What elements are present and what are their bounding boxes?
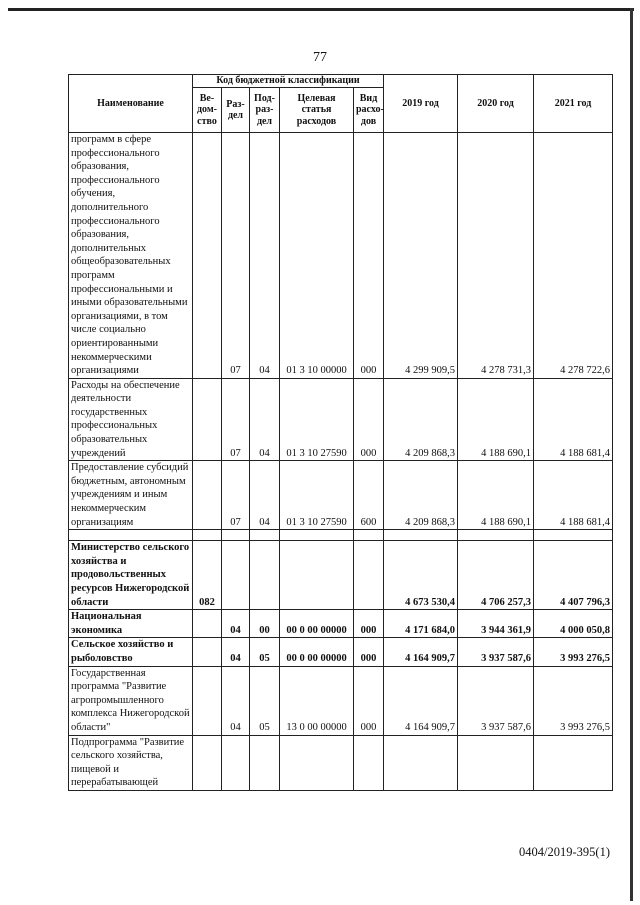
row-celevaya (280, 541, 354, 610)
row-2020: 3 937 587,6 (458, 638, 534, 666)
row-podrazdel: 04 (250, 461, 280, 530)
row-podrazdel: 05 (250, 666, 280, 735)
row-celevaya: 01 3 10 27590 (280, 461, 354, 530)
row-razdel: 07 (222, 378, 250, 461)
row-razdel (222, 735, 250, 790)
row-2020: 4 188 690,1 (458, 378, 534, 461)
table-row (69, 666, 613, 735)
row-2019 (384, 735, 458, 790)
row-razdel (222, 541, 250, 610)
header-celevaya: Целевая статья расходов (280, 88, 354, 133)
row-razdel: 07 (222, 133, 250, 379)
row-podrazdel (250, 541, 280, 610)
row-celevaya: 01 3 10 00000 (280, 133, 354, 379)
row-2021: 4 188 681,4 (534, 378, 613, 461)
row-name: Национальная экономика (69, 610, 193, 638)
row-2021: 3 993 276,5 (534, 666, 613, 735)
row-celevaya: 13 0 00 00000 (280, 666, 354, 735)
row-ved (193, 735, 222, 790)
row-razdel: 07 (222, 461, 250, 530)
row-ved (193, 378, 222, 461)
header-2021: 2021 год (534, 75, 613, 133)
row-2020: 3 944 361,9 (458, 610, 534, 638)
row-podrazdel: 04 (250, 133, 280, 379)
header-vedomstvo: Ве- дом- ство (193, 88, 222, 133)
row-2020: 4 188 690,1 (458, 461, 534, 530)
budget-table (68, 74, 613, 791)
row-ved (193, 461, 222, 530)
header-2019: 2019 год (384, 75, 458, 133)
row-2020: 3 937 587,6 (458, 666, 534, 735)
row-podrazdel (250, 735, 280, 790)
table-row (69, 133, 613, 379)
row-razdel: 04 (222, 610, 250, 638)
row-celevaya: 00 0 00 00000 (280, 638, 354, 666)
row-2019: 4 299 909,5 (384, 133, 458, 379)
row-2019: 4 673 530,4 (384, 541, 458, 610)
row-2020 (458, 735, 534, 790)
row-celevaya: 00 0 00 00000 (280, 610, 354, 638)
row-ved (193, 133, 222, 379)
row-vid: 000 (354, 133, 384, 379)
row-2019: 4 164 909,7 (384, 666, 458, 735)
row-vid: 000 (354, 638, 384, 666)
row-vid: 000 (354, 378, 384, 461)
row-ved: 082 (193, 541, 222, 610)
row-2021: 4 278 722,6 (534, 133, 613, 379)
row-2021: 3 993 276,5 (534, 638, 613, 666)
header-podrazdel: Под- раз- дел (250, 88, 280, 133)
header-razdel: Раз- дел (222, 88, 250, 133)
row-podrazdel: 04 (250, 378, 280, 461)
row-2020: 4 706 257,3 (458, 541, 534, 610)
page-number: 77 (313, 50, 327, 65)
row-celevaya (280, 735, 354, 790)
row-name: Предоставление субсидий бюджетным, автономным учреждениям и иным некоммерческим организациям (69, 461, 193, 530)
header-name: Наименование (69, 75, 193, 133)
row-2021: 4 407 796,3 (534, 541, 613, 610)
scan-border-top (8, 8, 634, 11)
row-vid: 000 (354, 666, 384, 735)
document-code: 0404/2019-395(1) (519, 845, 610, 859)
table-row (69, 610, 613, 638)
row-vid (354, 735, 384, 790)
header-2020: 2020 год (458, 75, 534, 133)
row-name: Подпрограмма "Развитие сельского хозяйства, пищевой и перерабатывающей (69, 735, 193, 790)
row-ved (193, 638, 222, 666)
row-podrazdel: 00 (250, 610, 280, 638)
row-2021 (534, 735, 613, 790)
row-ved (193, 610, 222, 638)
table-row (69, 461, 613, 530)
table-row (69, 735, 613, 790)
row-2019: 4 171 684,0 (384, 610, 458, 638)
row-name: программ в сфере профессионального образования, профессионального обучения, дополнительного профессионального образования, дополнительных общеобразовательных программ профессиональными и иными образовательными организациями, в том числе социально ориентированными некоммерческими организациями (69, 133, 193, 379)
table-row (69, 378, 613, 461)
table-row (69, 638, 613, 666)
header-vid: Вид расхо- дов (354, 88, 384, 133)
row-name: Расходы на обеспечение деятельности государственных профессиональных образовательных учреждений (69, 378, 193, 461)
row-2019: 4 164 909,7 (384, 638, 458, 666)
row-name: Министерство сельского хозяйства и продовольственных ресурсов Нижегородской области (69, 541, 193, 610)
row-2020: 4 278 731,3 (458, 133, 534, 379)
spacer-row (69, 530, 613, 541)
row-2019: 4 209 868,3 (384, 378, 458, 461)
row-name: Государственная программа "Развитие агропромышленного комплекса Нижегородской области" (69, 666, 193, 735)
row-2021: 4 188 681,4 (534, 461, 613, 530)
header-budget-code: Код бюджетной классификации (193, 75, 384, 88)
row-razdel: 04 (222, 638, 250, 666)
row-razdel: 04 (222, 666, 250, 735)
row-celevaya: 01 3 10 27590 (280, 378, 354, 461)
row-podrazdel: 05 (250, 638, 280, 666)
table-row (69, 541, 613, 610)
row-vid: 000 (354, 610, 384, 638)
row-2021: 4 000 050,8 (534, 610, 613, 638)
scan-border-right (630, 8, 633, 901)
row-name: Сельское хозяйство и рыболовство (69, 638, 193, 666)
row-vid (354, 541, 384, 610)
row-2019: 4 209 868,3 (384, 461, 458, 530)
row-ved (193, 666, 222, 735)
row-vid: 600 (354, 461, 384, 530)
